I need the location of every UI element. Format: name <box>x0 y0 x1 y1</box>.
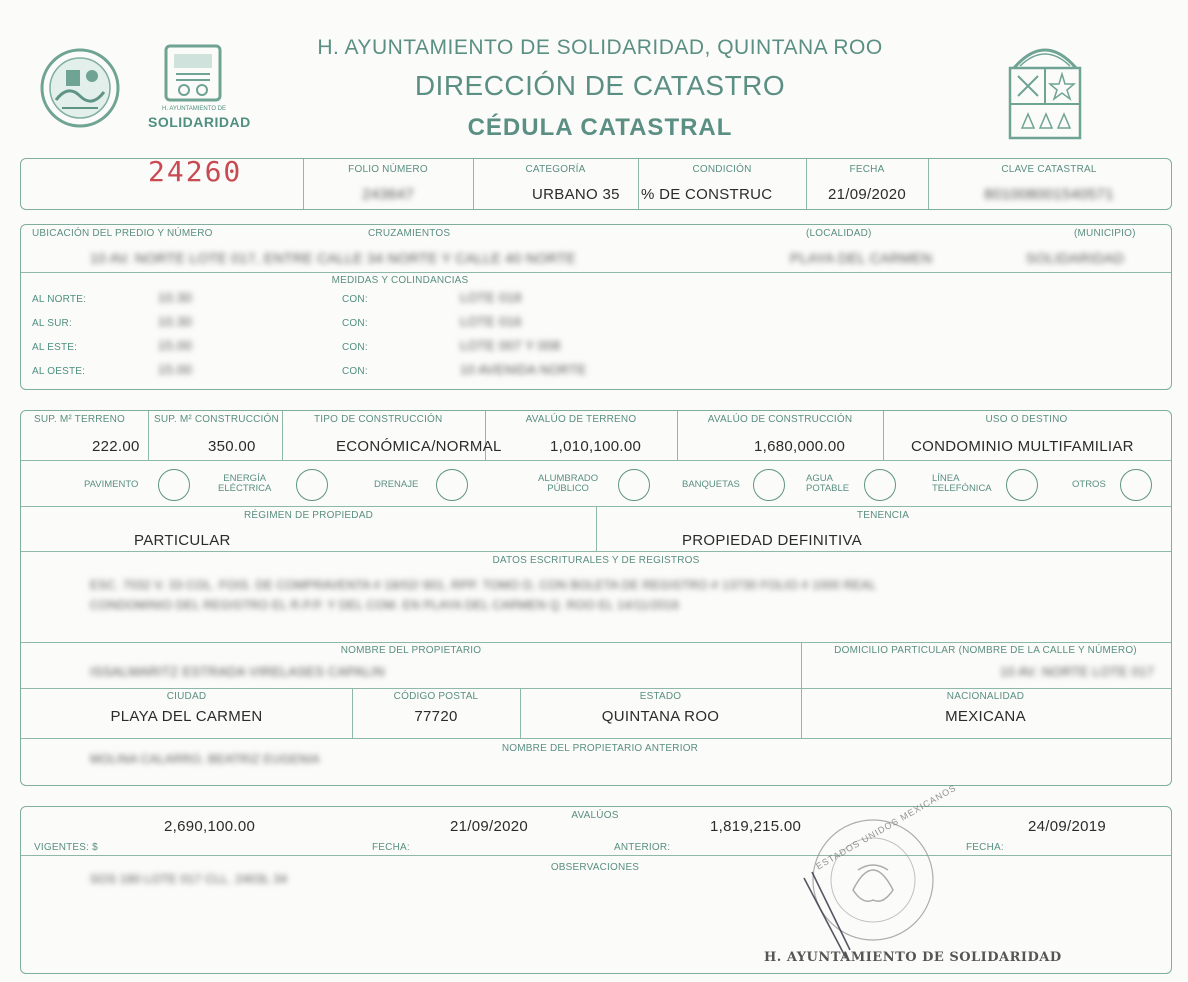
municipio-value: SOLIDARIDAD <box>1026 250 1125 266</box>
pavimento-label: PAVIMENTO <box>84 479 139 490</box>
fecha-vigente-label: FECHA: <box>372 842 410 853</box>
agua-label: AGUA POTABLE <box>806 473 850 494</box>
uso-destino-value: CONDOMINIO MULTIFAMILIAR <box>911 438 1134 455</box>
avaluo-terreno-value: 1,010,100.00 <box>550 438 642 455</box>
colindancia-value: 10 AVENIDA NORTE <box>460 362 587 377</box>
logo-small-text: H. AYUNTAMIENTO DE <box>161 106 226 112</box>
condicion-value: % DE CONSTRUC <box>641 186 773 203</box>
solidaridad-logo <box>148 44 251 136</box>
seal-text: ESTADOS UNIDOS MEXICANOS <box>814 782 959 872</box>
solidaridad-logo-icon <box>164 44 222 104</box>
clave-label: CLAVE CATASTRAL <box>1001 164 1097 175</box>
pavimento-checkbox <box>158 469 190 501</box>
colindancia-con: CON: <box>342 294 368 305</box>
logo-text: SOLIDARIDAD <box>148 114 251 130</box>
divider <box>21 688 1171 689</box>
drenaje-label: DRENAJE <box>374 479 419 490</box>
colindancia-con: CON: <box>342 342 368 353</box>
colindancia-con: CON: <box>342 318 368 329</box>
folio-value: 243647 <box>362 186 414 203</box>
escriturales-line2: CONDOMINIO DEL REGISTRO EL R.P.P. Y DEL COM. EN PLAYA DEL CARMEN Q. ROO EL 14/11/2016 <box>90 598 680 612</box>
escriturales-line1: ESC. 7032 V. 33 COL. FOIS. DE COMPRAVENTA # 18/02/ 601, RPP. TOMO D, CON BOLETA DE REGISTRO # 13730 FOLIO # 1000 REAL <box>90 578 877 592</box>
sup-construccion-label: SUP. M² CONSTRUCCIÓN <box>154 414 279 425</box>
energia-label: ENERGÍA ELÉCTRICA <box>218 473 272 494</box>
linea-label: LÍNEA TELEFÓNICA <box>932 473 992 494</box>
header-line1: H. AYUNTAMIENTO DE SOLIDARIDAD, QUINTANA ROO <box>317 36 883 59</box>
divider <box>21 642 1171 643</box>
condicion-label: CONDICIÓN <box>692 164 752 175</box>
colindancia-value: LOTE 018 <box>460 290 522 305</box>
avaluo-construccion-label: AVALÚO DE CONSTRUCCIÓN <box>707 414 853 425</box>
localidad-label: (LOCALIDAD) <box>806 228 872 239</box>
tenencia-label: TENENCIA <box>856 510 910 521</box>
localidad-value: PLAYA DEL CARMEN <box>790 250 933 266</box>
fecha-anterior-value: 24/09/2019 <box>1028 818 1107 835</box>
medidas-label: MEDIDAS Y COLINDANCIAS <box>331 275 469 286</box>
municipio-label: (MUNICIPIO) <box>1074 228 1136 239</box>
banquetas-label: BANQUETAS <box>682 479 740 490</box>
divider <box>21 272 1171 273</box>
sup-terreno-label: SUP. M² TERRENO <box>34 414 125 425</box>
alumbrado-checkbox <box>618 469 650 501</box>
codigo-postal-label: CÓDIGO POSTAL <box>393 691 479 702</box>
cruzamientos-label: CRUZAMIENTOS <box>368 228 451 239</box>
domicilio-value: 10 AV. NORTE LOTE 017 <box>1000 664 1155 679</box>
sup-construccion-value: 350.00 <box>208 438 256 455</box>
regimen-value: PARTICULAR <box>134 532 231 549</box>
divider <box>21 855 1171 856</box>
avaluo-vigente-label: VIGENTES: $ <box>34 842 98 853</box>
avaluo-terreno-label: AVALÚO DE TERRENO <box>525 414 637 425</box>
colindancia-direction: AL OESTE: <box>32 366 86 377</box>
avaluo-anterior-value: 1,819,215.00 <box>710 818 802 835</box>
ciudad-label: CIUDAD <box>166 691 207 702</box>
state-coat-of-arms-icon <box>1004 38 1086 144</box>
otros-label: OTROS <box>1072 479 1106 490</box>
agua-checkbox <box>864 469 896 501</box>
observaciones-value: SOS 180 LOTE 017 CLL. 2403L 34 <box>90 872 288 886</box>
fecha-value: 21/09/2020 <box>827 186 907 203</box>
otros-checkbox <box>1120 469 1152 501</box>
clave-value: 801008001540571 <box>984 186 1114 203</box>
tipo-construccion-value: ECONÓMICA/NORMAL <box>336 438 502 455</box>
codigo-postal-value: 77720 <box>414 708 458 725</box>
colindancia-medida: 10.30 <box>158 314 193 329</box>
drenaje-checkbox <box>436 469 468 501</box>
divider <box>21 738 1171 739</box>
fecha-vigente-value: 21/09/2020 <box>450 818 529 835</box>
propietario-value: ISSALMARITZ ESTRADA VIRELASES CAPALIN <box>90 664 385 679</box>
fecha-anterior-label: FECHA: <box>966 842 1004 853</box>
avaluo-anterior-label: ANTERIOR: <box>614 842 671 853</box>
divider <box>148 411 149 461</box>
ubicacion-box <box>20 224 1172 390</box>
colindancia-value: LOTE 016 <box>460 314 522 329</box>
colindancia-medida: 15.00 <box>158 362 193 377</box>
colindancia-direction: AL SUR: <box>32 318 72 329</box>
linea-checkbox <box>1006 469 1038 501</box>
sup-terreno-value: 222.00 <box>92 438 140 455</box>
uso-destino-label: USO O DESTINO <box>985 414 1068 425</box>
escriturales-label: DATOS ESCRITURALES Y DE REGISTROS <box>492 555 700 566</box>
observaciones-label: OBSERVACIONES <box>550 862 640 873</box>
avaluo-construccion-value: 1,680,000.00 <box>754 438 846 455</box>
colindancia-con: CON: <box>342 366 368 377</box>
ubicacion-label: UBICACIÓN DEL PREDIO Y NÚMERO <box>32 228 213 239</box>
categoria-value: URBANO 35 <box>532 186 620 203</box>
header-line2: DIRECCIÓN DE CATASTRO <box>414 70 786 101</box>
propietario-anterior-label: NOMBRE DEL PROPIETARIO ANTERIOR <box>501 743 699 754</box>
ciudad-value: PLAYA DEL CARMEN <box>110 708 263 725</box>
control-number: 24260 <box>148 155 243 188</box>
avaluo-vigente-value: 2,690,100.00 <box>164 818 256 835</box>
folio-label: FOLIO NÚMERO <box>348 164 428 175</box>
avaluos-title: AVALÚOS <box>571 810 619 821</box>
colindancia-direction: AL ESTE: <box>32 342 78 353</box>
colindancia-medida: 10.30 <box>158 290 193 305</box>
alumbrado-label: ALUMBRADO PÚBLICO <box>538 473 599 494</box>
ubicacion-value: 10 AV. NORTE LOTE 017, ENTRE CALLE 34 NORTE Y CALLE 40 NORTE <box>90 250 576 266</box>
propietario-anterior-value: MOLINA CALARRO, BEATRIZ EUGENIA <box>90 752 320 766</box>
propietario-label: NOMBRE DEL PROPIETARIO <box>340 645 482 656</box>
colindancia-medida: 15.00 <box>158 338 193 353</box>
colindancia-value: LOTE 007 Y 008 <box>460 338 561 353</box>
colindancia-direction: AL NORTE: <box>32 294 87 305</box>
regimen-label: RÉGIMEN DE PROPIEDAD <box>243 510 374 521</box>
domicilio-label: DOMICILIO PARTICULAR (NOMBRE DE LA CALLE Y NÚMERO) <box>834 645 1137 656</box>
nacionalidad-label: NACIONALIDAD <box>946 691 1025 702</box>
divider <box>282 411 283 461</box>
categoria-label: CATEGORÍA <box>525 164 586 175</box>
tipo-construccion-label: TIPO DE CONSTRUCCIÓN <box>314 414 443 425</box>
page-title: CÉDULA CATASTRAL <box>467 114 733 141</box>
fecha-label: FECHA <box>849 164 885 175</box>
tenencia-value: PROPIEDAD DEFINITIVA <box>682 532 862 549</box>
estado-value: QUINTANA ROO <box>601 708 720 725</box>
nacionalidad-value: MEXICANA <box>945 708 1026 725</box>
estado-label: ESTADO <box>639 691 682 702</box>
banquetas-checkbox <box>753 469 785 501</box>
quintana-roo-emblem-icon <box>38 46 122 130</box>
stamp-text: H. AYUNTAMIENTO DE SOLIDARIDAD <box>764 950 1062 965</box>
energia-checkbox <box>296 469 328 501</box>
divider <box>21 460 1171 461</box>
